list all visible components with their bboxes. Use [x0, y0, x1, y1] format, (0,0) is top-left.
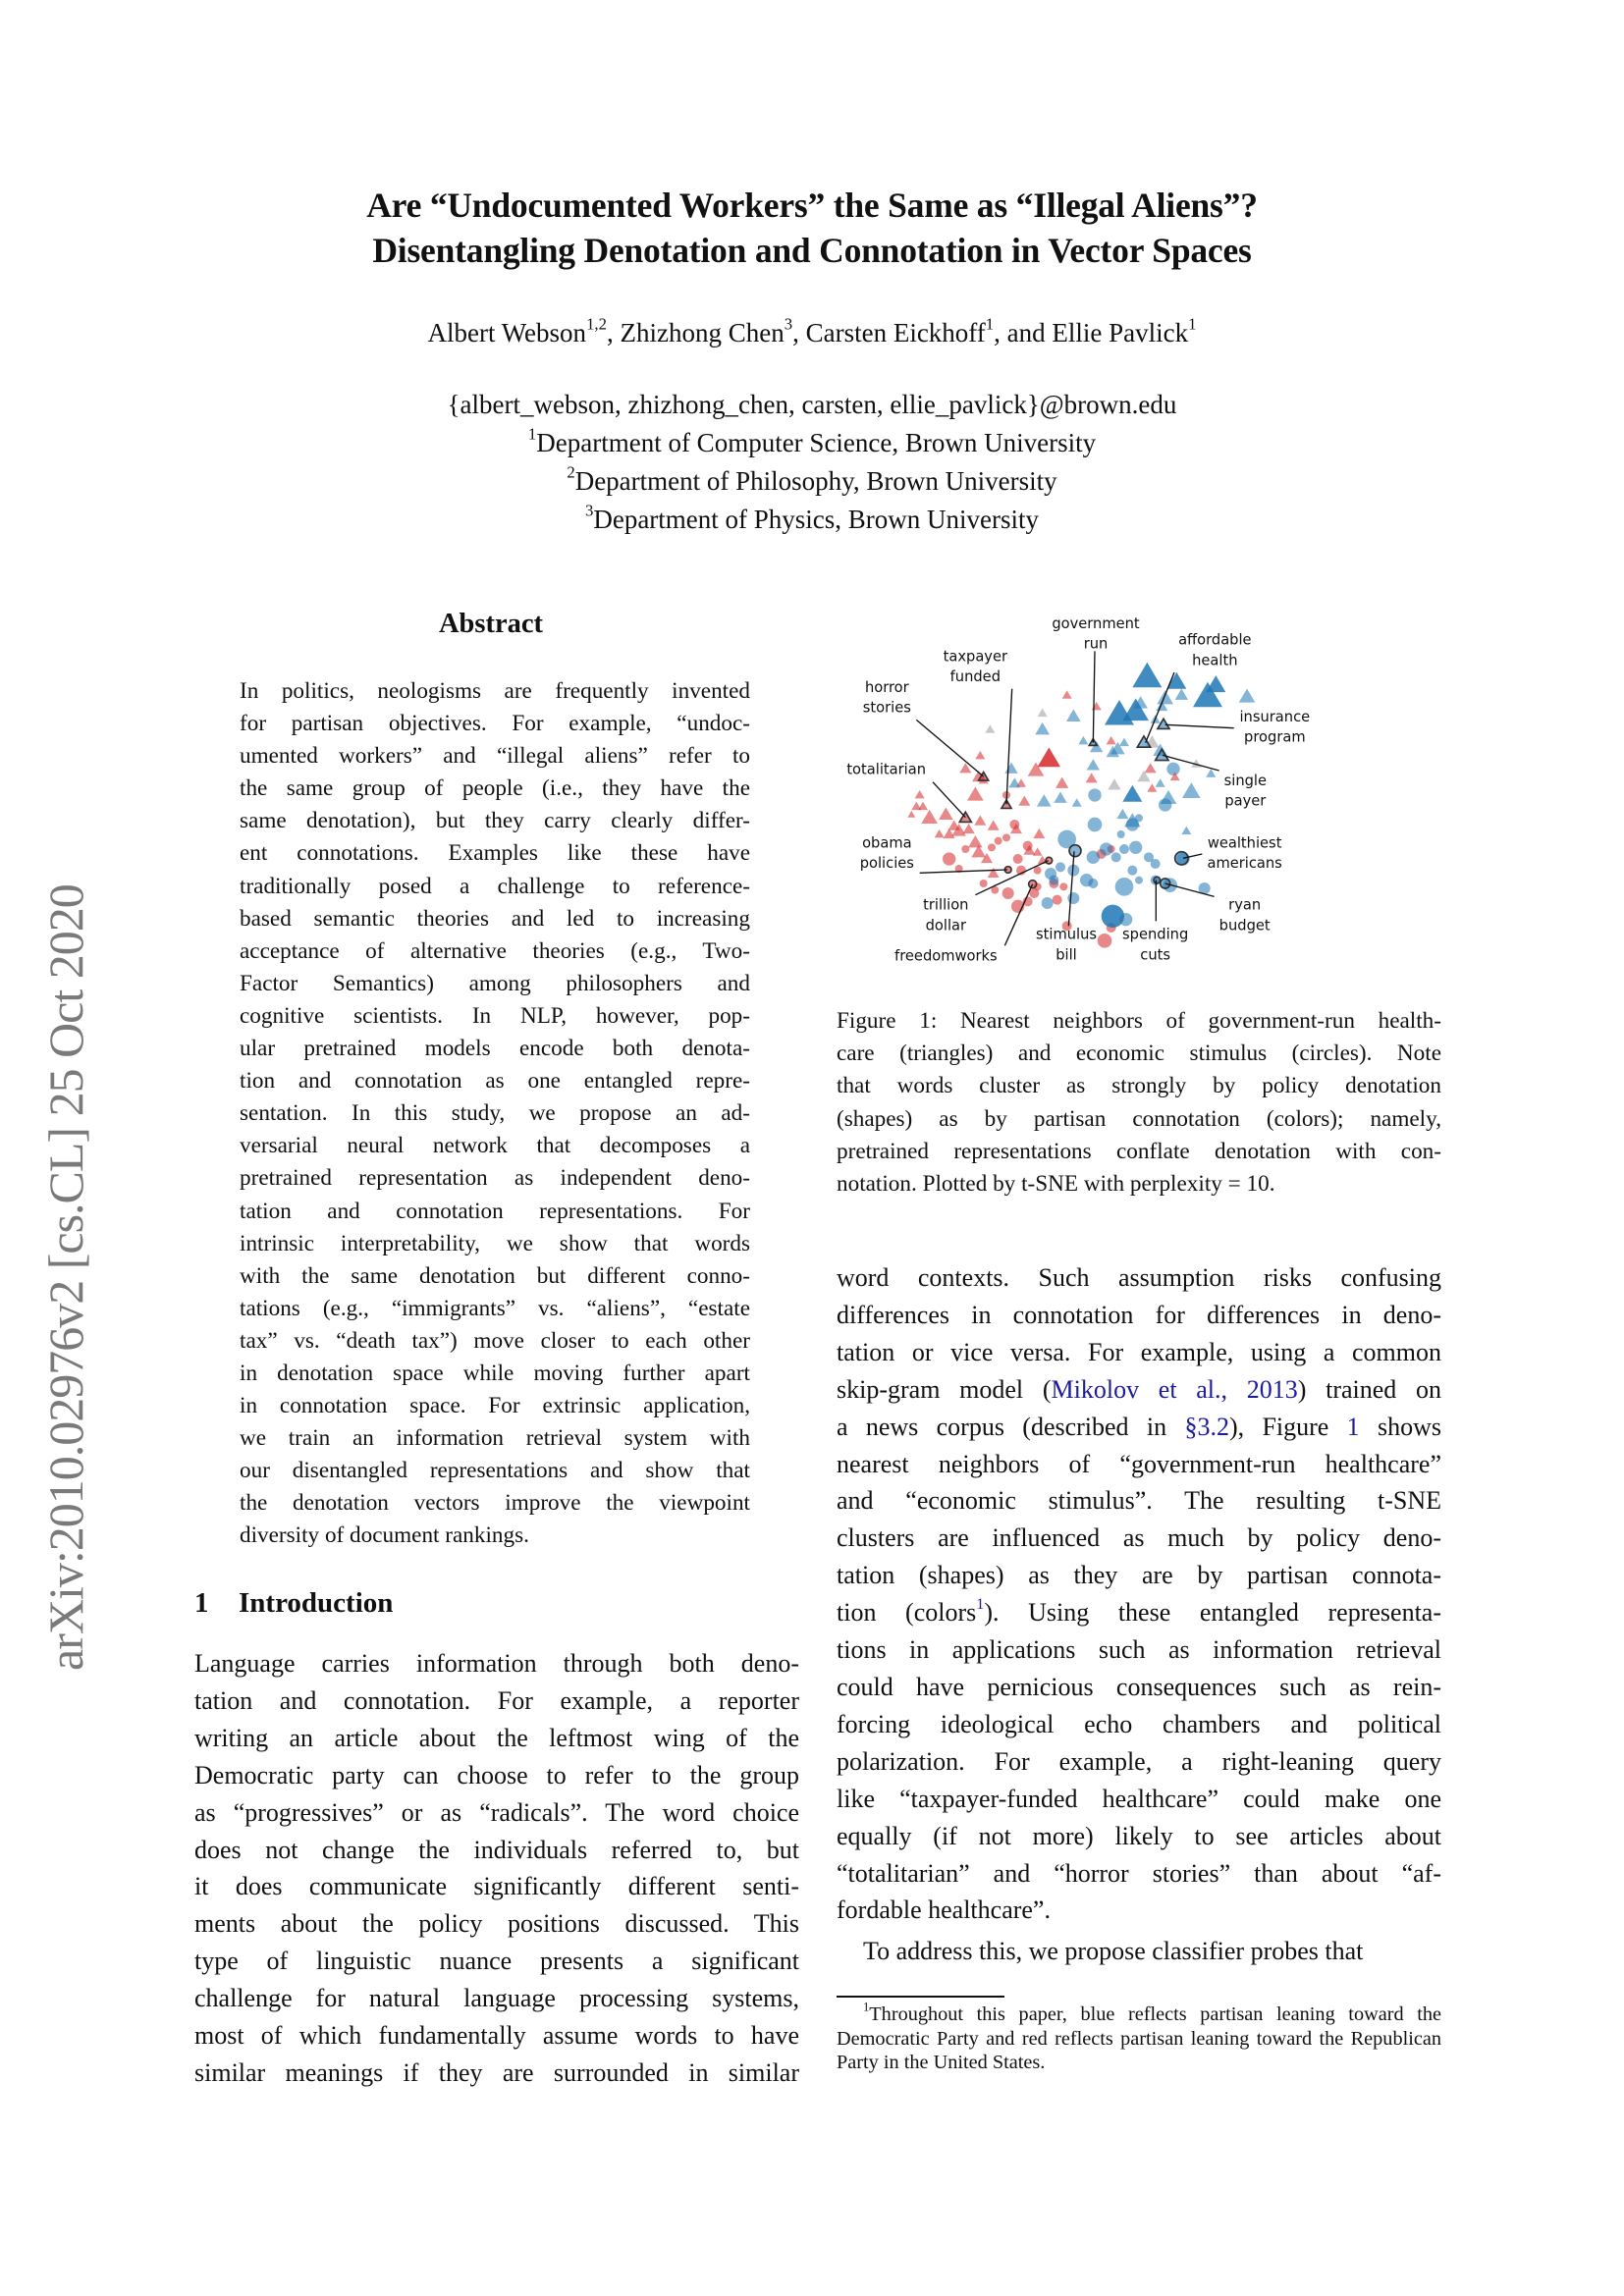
text-line: we train an information retrieval system with — [240, 1425, 750, 1452]
label-ryan-budget: ryan budget — [1218, 896, 1271, 934]
circle-marker — [1100, 842, 1112, 855]
triangle-marker — [1145, 763, 1157, 773]
triangle-marker — [939, 808, 953, 820]
text-line: traditionally posed a challenge to reference- — [240, 873, 750, 899]
author-name: Carsten Eickhoff — [805, 318, 986, 347]
triangle-marker — [1037, 794, 1052, 806]
circle-marker — [943, 852, 955, 865]
triangle-marker — [1038, 747, 1060, 767]
author-affil-sup: 3 — [784, 314, 793, 334]
text-line: could have pernicious consequences such as rein- — [837, 1672, 1441, 1701]
label-horror-stories: horror stories — [862, 679, 911, 717]
circle-marker — [1046, 857, 1053, 864]
circle-marker — [1111, 852, 1121, 862]
section-ref-link[interactable]: §3.2 — [1184, 1412, 1229, 1441]
triangle-marker — [1116, 809, 1128, 819]
text-line: tations (e.g., “immigrants” vs. “aliens”, “estate — [240, 1295, 750, 1321]
text-line: it does communicate significantly different senti- — [194, 1872, 799, 1901]
circle-marker — [1049, 876, 1058, 885]
triangle-marker — [1182, 782, 1201, 798]
figure-1-scatter — [825, 599, 1335, 991]
text-line: equally (if not more) likely to see articles about — [837, 1821, 1441, 1850]
text-span: shows — [1359, 1412, 1441, 1441]
text-line: tions in applications such as information retrieval — [837, 1635, 1441, 1665]
text-line: challenge for natural language processing systems, — [194, 1984, 799, 2013]
text-line: tation and connotation representations. For — [240, 1198, 750, 1224]
citation-link-mikolov[interactable]: Mikolov et al., 2013 — [1051, 1374, 1298, 1404]
triangle-marker — [907, 811, 915, 818]
text-line: in connotation space. For extrinsic application, — [240, 1393, 750, 1419]
author-separator: , — [606, 318, 621, 347]
footnote-marker: 1 — [863, 2000, 870, 2014]
triangle-marker — [1008, 777, 1020, 787]
footnote-text — [837, 2002, 1441, 2075]
triangle-marker — [1092, 702, 1102, 711]
triangle-marker — [1239, 689, 1256, 703]
triangle-marker — [1004, 763, 1017, 774]
abstract-body — [240, 675, 750, 1553]
triangle-marker — [1033, 847, 1043, 856]
text-line: based semantic theories and led to increasing — [240, 905, 750, 932]
circle-marker — [1115, 878, 1134, 896]
triangle-marker — [1122, 785, 1142, 802]
figure-1-caption — [837, 1005, 1441, 1201]
text-line: (shapes) as by partisan connotation (colors); namely, — [837, 1105, 1441, 1132]
affiliation-sup: 1 — [527, 424, 537, 444]
circle-marker — [1088, 818, 1103, 832]
triangle-marker — [1056, 777, 1068, 788]
text-line: clusters are influenced as much by policy deno- — [837, 1523, 1441, 1553]
text-span: ), Figure — [1228, 1412, 1347, 1441]
circle-marker — [1013, 854, 1023, 864]
label-stimulus-bill: stimulus bill — [1035, 926, 1098, 964]
triangle-marker — [963, 824, 975, 833]
triangle-marker — [1072, 798, 1082, 807]
affiliations — [0, 386, 1624, 539]
triangle-marker — [988, 868, 1000, 878]
label-totalitarian: totalitarian — [846, 761, 927, 778]
arxiv-stamp: arXiv:2010.02976v2 [cs.CL] 25 Oct 2020 — [38, 884, 93, 1671]
intro-left-column — [194, 1645, 799, 2092]
triangle-marker — [1066, 710, 1081, 721]
circle-marker — [1098, 934, 1112, 948]
circle-marker — [980, 880, 988, 887]
label-taxpayer-funded: taxpayer funded — [943, 648, 1008, 685]
circle-marker — [995, 837, 1002, 845]
circle-marker — [1154, 877, 1161, 883]
triangle-marker — [1181, 827, 1191, 835]
scatter-plot — [825, 599, 1335, 991]
text-line: similar meanings if they are surrounded in similar — [194, 2057, 799, 2087]
circle-marker — [1129, 841, 1142, 854]
text-line: polarization. For example, a right-leaning query — [837, 1746, 1441, 1776]
triangle-marker — [1158, 719, 1169, 728]
text-line: To address this, we propose classifier probes that — [863, 1937, 1364, 1966]
triangle-marker — [915, 790, 925, 799]
text-line: for partisan objectives. For example, “undoc- — [240, 711, 750, 737]
text-line: as “progressives” or as “radicals”. The word choice — [194, 1797, 799, 1827]
affiliation-text: Department of Physics, Brown University — [593, 505, 1040, 534]
text-line: word contexts. Such assumption risks confusing — [837, 1263, 1441, 1292]
affiliation-1 — [0, 424, 1624, 462]
triangle-marker — [1206, 769, 1216, 777]
label-wealthiest-americans: wealthiest americans — [1207, 834, 1282, 872]
text-line: Factor Semantics) among philosophers and — [240, 970, 750, 996]
text-line — [837, 1371, 1441, 1409]
section-heading-introduction — [194, 1587, 393, 1620]
triangle-marker — [1119, 738, 1129, 747]
footnote-ref-link[interactable]: 1 — [976, 1596, 985, 1614]
footnote-rule — [837, 1996, 1004, 1998]
label-trillion-dollar: trillion dollar — [923, 896, 969, 934]
triangle-marker — [918, 802, 928, 811]
leader-line — [933, 782, 965, 818]
triangle-marker — [1062, 690, 1072, 699]
circle-marker — [1088, 788, 1101, 801]
circle-marker — [1087, 851, 1100, 864]
text-line: with the same denotation but different conno- — [240, 1262, 750, 1289]
circle-marker — [1002, 833, 1010, 841]
triangle-marker — [967, 787, 984, 801]
circle-marker — [1119, 844, 1129, 854]
text-line: ent connotations. Examples like these have — [240, 840, 750, 867]
affiliation-3 — [0, 501, 1624, 539]
triangle-marker — [1107, 736, 1116, 745]
triangle-marker — [1054, 792, 1066, 803]
text-line: forcing ideological echo chambers and political — [837, 1709, 1441, 1738]
footnote-body: Throughout this paper, blue reflects partisan leaning toward the Democratic Party and red reflects partisan leaning toward the Republican Party in the United States. — [837, 2003, 1441, 2073]
circle-marker — [1029, 881, 1037, 888]
affiliation-text: Department of Computer Science, Brown University — [536, 428, 1097, 457]
circle-marker — [1059, 882, 1067, 890]
text-line: writing an article about the leftmost wing of the — [194, 1723, 799, 1752]
text-line: ular pretrained models encode both denota- — [240, 1036, 750, 1062]
triangle-marker — [968, 835, 983, 847]
circle-marker — [1119, 913, 1132, 926]
circle-marker — [1117, 830, 1125, 838]
label-government-run: government run — [1052, 615, 1140, 653]
triangle-marker — [1035, 722, 1050, 734]
circle-marker — [1056, 862, 1065, 872]
intro-right-column — [837, 1259, 1441, 1970]
circle-marker — [1088, 879, 1098, 888]
author-emails: {albert_webson, zhizhong_chen, carsten, ellie_pavlick}@brown.edu — [447, 390, 1177, 419]
circle-marker — [1042, 897, 1054, 909]
triangle-marker — [1078, 736, 1088, 745]
title-line-2: Disentangling Denotation and Connotation in Vector Spaces — [372, 231, 1252, 270]
text-span: skip-gram model ( — [837, 1374, 1052, 1404]
text-line: sentation. In this study, we propose an ad- — [240, 1100, 750, 1127]
circle-marker — [1135, 877, 1143, 884]
text-line: tion and connotation as one entangled repre- — [240, 1068, 750, 1095]
affiliation-2 — [0, 462, 1624, 501]
text-line: tax” vs. “death tax”) move closer to each other — [240, 1327, 750, 1354]
text-line: that words cluster as strongly by policy denotation — [837, 1073, 1441, 1099]
text-line: Figure 1: Nearest neighbors of government-run health- — [837, 1008, 1441, 1034]
triangle-marker — [1033, 828, 1045, 838]
text-line: Language carries information through both deno- — [194, 1649, 799, 1678]
text-line: umented workers” and “illegal aliens” refer to — [240, 743, 750, 770]
text-span: a news corpus (described in — [837, 1412, 1185, 1441]
triangle-marker — [1038, 709, 1048, 718]
triangle-marker — [1108, 778, 1120, 789]
text-line: the denotation vectors improve the viewpoint — [240, 1490, 750, 1517]
circle-marker — [988, 843, 996, 851]
text-line — [837, 1409, 1441, 1446]
author-name: Albert Webson — [427, 318, 587, 347]
circle-marker — [1161, 879, 1170, 888]
text-line: diversity of document rankings. — [240, 1522, 529, 1549]
text-line: nearest neighbors of “government-run healthcare” — [837, 1449, 1441, 1478]
text-line: tation or vice versa. For example, using a common — [837, 1337, 1441, 1366]
text-line: acceptance of alternative theories (e.g., Two- — [240, 937, 750, 964]
paper-title — [0, 183, 1624, 273]
leader-line — [1068, 851, 1074, 926]
triangle-marker — [975, 751, 985, 760]
triangle-marker — [1156, 778, 1165, 787]
triangle-marker — [1122, 698, 1149, 721]
text-line: pretrained representations conflate denotation with con- — [837, 1138, 1441, 1164]
affiliation-sup: 3 — [584, 501, 594, 520]
text-line: tation and connotation. For example, a reporter — [194, 1685, 799, 1715]
text-line: most of which fundamentally assume words to have — [194, 2021, 799, 2051]
text-line: Democratic party can choose to refer to the group — [194, 1760, 799, 1789]
text-line: In politics, neologisms are frequently invented — [240, 678, 750, 704]
triangle-marker — [1161, 790, 1177, 804]
author-name: Ellie Pavlick — [1052, 318, 1189, 347]
text-line: tation (shapes) as they are by partisan connota- — [837, 1561, 1441, 1590]
author-name: Zhizhong Chen — [620, 318, 785, 347]
triangle-marker — [1087, 759, 1100, 770]
circle-marker — [1067, 892, 1079, 904]
triangle-marker — [1166, 672, 1186, 689]
label-spending-cuts: spending cuts — [1122, 926, 1189, 964]
author-affil-sup: 1,2 — [586, 314, 607, 334]
leader-line — [1093, 651, 1095, 742]
circle-marker — [1029, 888, 1039, 898]
text-line: ments about the policy positions discussed. This — [194, 1909, 799, 1939]
circle-marker — [1166, 763, 1179, 775]
text-line — [837, 1594, 1441, 1631]
triangle-marker — [974, 816, 986, 826]
circle-marker — [1002, 887, 1014, 899]
label-single-payer: single payer — [1223, 773, 1268, 810]
footnote-1 — [837, 2002, 1441, 2075]
triangle-marker — [921, 810, 938, 824]
author-list — [0, 316, 1624, 349]
author-affil-sup: 1 — [985, 314, 995, 334]
affiliation-sup: 2 — [567, 462, 575, 482]
text-line: notation. Plotted by t-SNE with perplexity = 10. — [837, 1171, 1275, 1198]
triangle-marker — [988, 821, 1000, 830]
triangle-marker — [935, 829, 945, 838]
triangle-marker — [1086, 773, 1098, 782]
triangle-marker — [985, 724, 995, 733]
label-insurance-program: insurance program — [1239, 709, 1311, 746]
author-separator: , and — [994, 318, 1053, 347]
leader-line — [1165, 724, 1234, 727]
triangle-marker — [1157, 690, 1173, 704]
text-line: versarial neural network that decomposes a — [240, 1133, 750, 1159]
section-number: 1 — [194, 1587, 209, 1619]
leader-line — [916, 720, 983, 776]
text-line: our disentangled representations and show that — [240, 1458, 750, 1484]
circle-marker — [1053, 895, 1062, 905]
author-separator: , — [792, 318, 806, 347]
triangle-marker — [1175, 689, 1188, 700]
figure-ref-link[interactable]: 1 — [1346, 1412, 1360, 1441]
circle-marker — [1151, 859, 1161, 869]
text-line: “totalitarian” and “horror stories” than about “af- — [837, 1858, 1441, 1888]
text-line: the same group of people (i.e., they have the — [240, 775, 750, 802]
text-line: like “taxpayer-funded healthcare” could make one — [837, 1784, 1441, 1813]
triangle-marker — [1147, 783, 1157, 792]
author-affil-sup: 1 — [1188, 314, 1197, 334]
triangle-marker — [1018, 796, 1030, 806]
text-line: differences in connotation for differences in deno- — [837, 1300, 1441, 1329]
text-line: cognitive scientists. In NLP, however, pop- — [240, 1002, 750, 1029]
triangle-marker — [1132, 663, 1162, 688]
text-span: ). Using these entangled representa- — [984, 1598, 1441, 1628]
text-line: intrinsic interpretability, we show that words — [240, 1230, 750, 1256]
label-obama-policies: obama policies — [859, 834, 914, 872]
circle-marker — [961, 845, 969, 853]
circle-marker — [1069, 845, 1081, 857]
text-span: ) trained on — [1297, 1374, 1442, 1404]
text-line: care (triangles) and economic stimulus (circles). Note — [837, 1041, 1441, 1067]
circle-marker — [1127, 866, 1137, 876]
text-line: same denotation), but they carry clearly differ- — [240, 808, 750, 834]
section-title: Introduction — [239, 1587, 394, 1619]
text-line: type of linguistic nuance presents a significant — [194, 1947, 799, 1976]
label-affordable-health: affordable health — [1178, 631, 1252, 669]
text-line: does not change the individuals referred to, but — [194, 1835, 799, 1864]
text-line: in denotation space while moving further apart — [240, 1360, 750, 1386]
affiliation-text: Department of Philosophy, Brown University — [574, 466, 1057, 496]
text-line: pretrained representation as independent deno- — [240, 1165, 750, 1192]
text-span: tion (colors — [837, 1598, 977, 1628]
label-freedomworks: freedomworks — [894, 947, 998, 965]
title-line-1: Are “Undocumented Workers” the Same as “Illegal Aliens”? — [366, 186, 1258, 225]
text-line: fordable healthcare”. — [837, 1896, 1051, 1925]
abstract-heading: Abstract — [438, 609, 544, 639]
text-line: and “economic stimulus”. The resulting t-SNE — [837, 1486, 1441, 1516]
